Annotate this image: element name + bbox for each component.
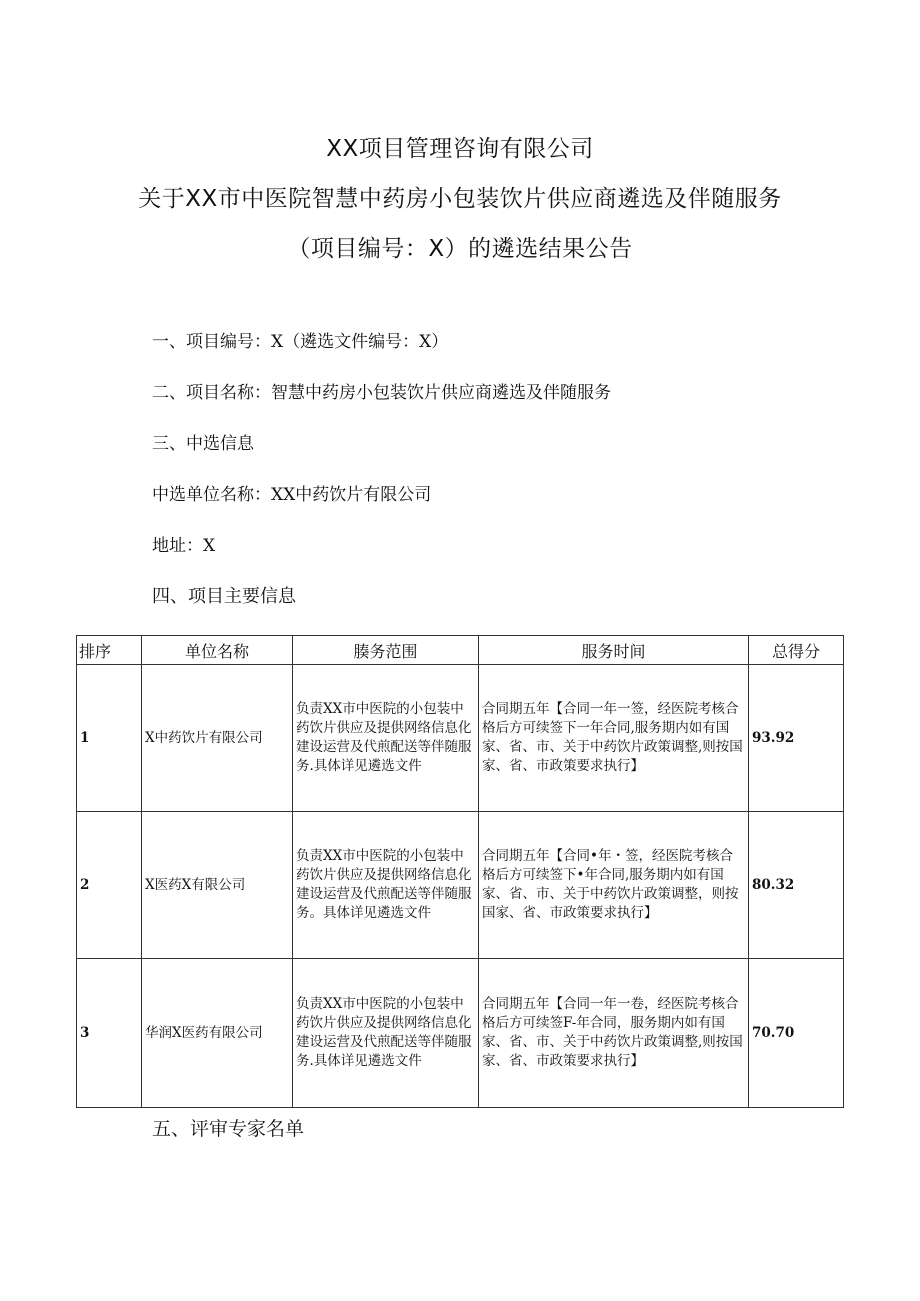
cell-score: 93.92 bbox=[749, 665, 844, 812]
cell-scope: 负责XX市中医院的小包装中药饮片供应及提供网络信息化建设运营及代煎配送等伴随服务.具体详见遴选文件 bbox=[293, 959, 479, 1108]
cell-time: 合同期五年【合同一年一签，经医院考核合格后方可续签下一年合同,服务期内如有国家、省、市、关于中药饮片政策调整,则按国家、省、市政策要求执行】 bbox=[479, 665, 749, 812]
header-scope: 腠务范围 bbox=[293, 636, 479, 665]
cell-rank: 3 bbox=[77, 959, 142, 1108]
cell-time: 合同期五年【合同•年・签，经医院考核合格后方可续签下•年合同,服务期内如有国家、省、市、关于中药饮片政策调整，则按国家、省、市政策要求执行】 bbox=[479, 812, 749, 959]
cell-unit: X中药饮片有限公司 bbox=[142, 665, 293, 812]
section-project-name: 二、项目名称：智慧中药房小包装饮片供应商遴选及伴随服务 bbox=[152, 383, 611, 403]
results-table bbox=[76, 635, 844, 1108]
cell-scope: 负责XX市中医院的小包装中药饮片供应及提供网络信息化建设运营及代煎配送等伴随服务.具体详见遴选文件 bbox=[293, 665, 479, 812]
winner-address: 地址：X bbox=[152, 536, 216, 556]
table-row bbox=[77, 812, 844, 959]
cell-unit: 华润X医药有限公司 bbox=[142, 959, 293, 1108]
cell-rank: 1 bbox=[77, 665, 142, 812]
section-project-number: 一、项目编号：X（遴选文件编号：X） bbox=[152, 332, 449, 352]
info-sections bbox=[152, 322, 611, 628]
cell-time: 合同期五年【合同一年一卷，经医院考核合格后方可续签F-年合同，服务期内如有国家、省、市、关于中药饮片政策调整,则按国家、省、市政策要求执行】 bbox=[479, 959, 749, 1108]
header-time: 服务时间 bbox=[479, 636, 749, 665]
cell-scope: 负责XX市中医院的小包装中药饮片供应及提供网络信息化建设运营及代煎配送等伴随服务。具体详见遴选文件 bbox=[293, 812, 479, 959]
title-line-company: XX项目管理咨询有限公司 bbox=[326, 136, 594, 162]
header-score: 总得分 bbox=[749, 636, 844, 665]
header-rank: 排序 bbox=[77, 636, 142, 665]
cell-unit: X医药X有限公司 bbox=[142, 812, 293, 959]
table-row bbox=[77, 959, 844, 1108]
cell-rank: 2 bbox=[77, 812, 142, 959]
title-line-subject: 关于XX市中医院智慧中药房小包装饮片供应商遴选及伴随服务 bbox=[138, 186, 782, 212]
table-row bbox=[77, 665, 844, 812]
section-expert-list: 五、评审专家名单 bbox=[152, 1118, 305, 1140]
winner-name: 中选单位名称：XX中药饮片有限公司 bbox=[152, 485, 432, 505]
announcement-title bbox=[0, 124, 920, 274]
header-unit: 单位名称 bbox=[142, 636, 293, 665]
cell-score: 70.70 bbox=[749, 959, 844, 1108]
title-line-result: （项目编号：X）的遴选结果公告 bbox=[287, 236, 633, 262]
cell-score: 80.32 bbox=[749, 812, 844, 959]
table-header-row bbox=[77, 636, 844, 665]
section-selection-info: 三、中选信息 bbox=[152, 434, 254, 454]
section-main-info: 四、项目主要信息 bbox=[152, 586, 296, 607]
